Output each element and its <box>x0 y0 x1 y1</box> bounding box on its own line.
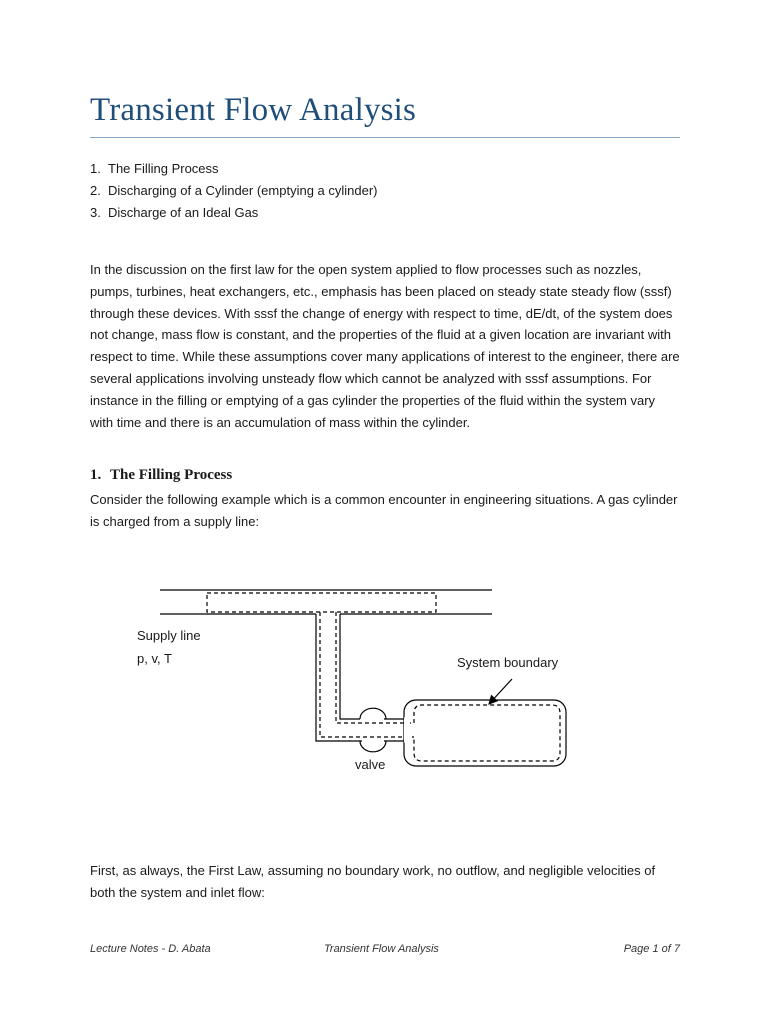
section-number: 1. <box>90 467 102 483</box>
toc-item-number: 1. <box>90 161 101 176</box>
system-boundary-dashed <box>414 705 560 761</box>
filling-process-paragraph: Consider the following example which is a common encounter in engineering situations. A gas cylinder is charged from a supply line: <box>90 492 678 529</box>
intro-paragraph: In the discussion on the first law for the open system applied to flow processes such as nozzles, pumps, turbines, heat exchangers, etc., emphasis has been placed on steady state steady flow (sssf) through these devices. With sssf the change of energy with respect to time, dE/dt, of the system does not change, mass flow is constant, and the properties of the fluid at a given location are invariant with respect to time. While these assumptions cover many applications of interest to the engineer, there are several applications involving unsteady flow which cannot be analyzed with sssf assumptions. For instance in the filling or emptying of a gas cylinder the properties of the fluid within the system vary with time and there is an accumulation of mass within the cylinder. <box>90 262 680 430</box>
toc-item-label: Discharge of an Ideal Gas <box>108 205 259 220</box>
page-title: Transient Flow Analysis <box>90 92 417 128</box>
valve-bottom <box>360 741 386 752</box>
system-boundary-label: System boundary <box>457 655 559 670</box>
footer-page-number: Page 1 of 7 <box>623 943 680 955</box>
branch-pipe-inner-wall <box>340 614 360 719</box>
supply-line-dashed-region <box>207 593 436 612</box>
toc-item-number: 2. <box>90 183 101 198</box>
gas-cylinder <box>404 700 566 766</box>
supply-line-label: Supply line <box>137 628 201 643</box>
footer-document-title: Transient Flow Analysis <box>324 943 439 955</box>
branch-pipe-outer-wall <box>316 614 362 741</box>
branch-dashed-path-inner <box>336 612 414 723</box>
supply-line-properties: p, v, T <box>137 651 172 666</box>
footer-author: Lecture Notes - D. Abata <box>90 943 211 955</box>
branch-dashed-path-outer <box>320 612 414 737</box>
toc-item-label: Discharging of a Cylinder (emptying a cylinder) <box>108 183 378 198</box>
page-footer <box>90 943 680 959</box>
toc-item-number: 3. <box>90 205 101 220</box>
toc-item-label: The Filling Process <box>108 161 219 176</box>
first-law-paragraph: First, as always, the First Law, assuming no boundary work, no outflow, and negligible velocities of both the system and inlet flow: <box>90 863 656 900</box>
section-title: The Filling Process <box>110 467 233 483</box>
valve-top <box>360 708 386 719</box>
valve-label: valve <box>355 757 386 772</box>
